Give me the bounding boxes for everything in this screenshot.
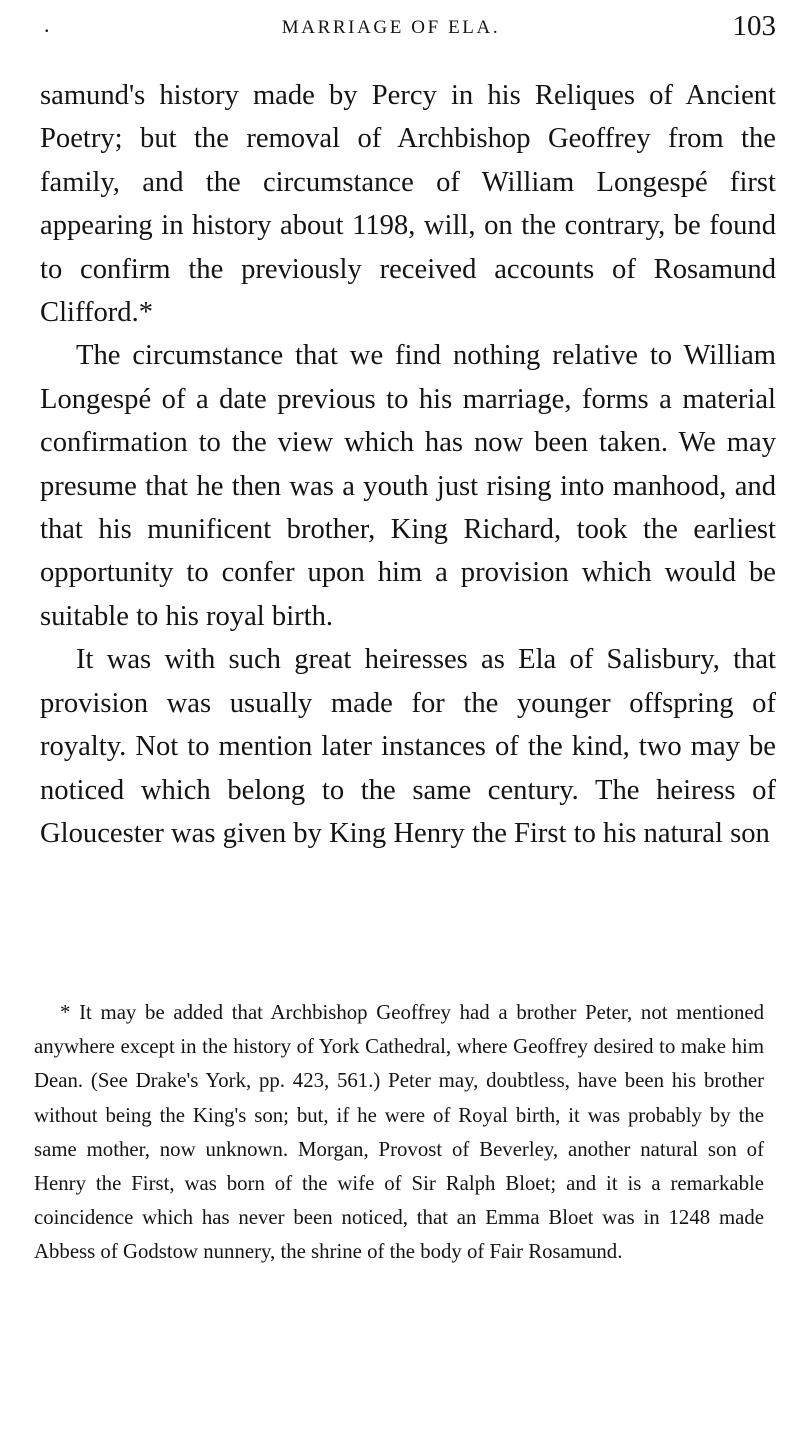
paragraph-1: samund's history made by Percy in his Reliques of Ancient Poetry; but the removal of Archbishop Geoffrey from the family, and the circumstance of William Longespé first appearing in history about 1198, will, on the contrary, be found to confirm the previously received accounts of Rosamund Clifford.*	[40, 80, 776, 329]
main-text	[40, 74, 776, 855]
paragraph-2: The circumstance that we find nothing relative to William Longespé of a date previous to his marriage, forms a material confirmation to the view which has now been taken. We may presume that he then was a youth just rising into manhood, and that his munificent brother, King Richard, took the earliest opportunity to confer upon him a provision which would be suitable to his royal birth.	[40, 340, 776, 632]
page-number: 103	[732, 10, 776, 42]
footnote: * It may be added that Archbishop Geoffrey had a brother Peter, not mentioned anywhere except in the history of York Cathedral, where Geoffrey desired to make him Dean. (See Drake's York, pp. 423, 561.) Peter may, doubtless, have been his brother without being the King's son; but, if he were of Royal birth, it was probably by the same mother, now unknown. Morgan, Provost of Beverley, another natural son of Henry the First, was born of the wife of Sir Ralph Bloet; and it is a remarkable coincidence which has never been noticed, that an Emma Bloet was in 1248 made Abbess of Godstow nunnery, the shrine of the body of Fair Rosamund.	[34, 1001, 764, 1264]
running-header	[40, 8, 776, 42]
paragraph-3: It was with such great heiresses as Ela of Salisbury, that provision was usually made for the younger offspring of royalty. Not to mention later instances of the kind, two may be noticed which belong to the same century. The heiress of Gloucester was given by King Henry the First to his natural son	[40, 644, 776, 849]
header-dot: .	[44, 12, 50, 37]
running-title: MARRIAGE OF ELA.	[281, 17, 501, 38]
